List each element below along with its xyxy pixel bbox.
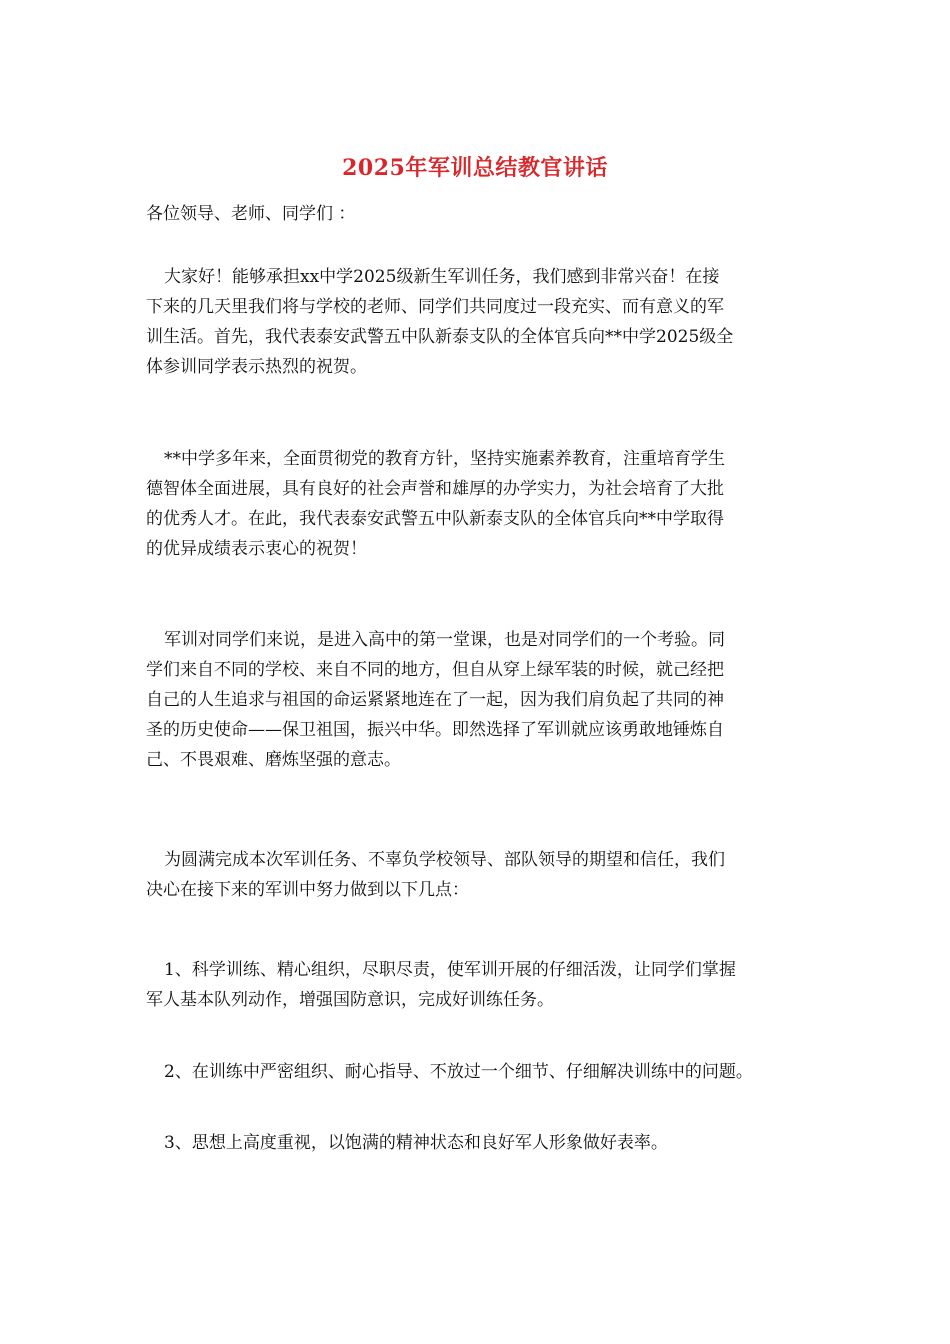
paragraph-line: 2、在训练中严密组织、耐心指导、不放过一个细节、仔细解决训练中的问题。 (164, 1062, 753, 1082)
paragraph-line: **中学多年来，全面贯彻党的教育方针，坚持实施素养教育，注重培育学生 (164, 449, 725, 469)
list-item-2 (146, 1057, 826, 1087)
paragraph-line: 体参训同学表示热烈的祝贺。 (146, 357, 367, 377)
paragraph-line: 德智体全面进展，具有良好的社会声誉和雄厚的办学实力，为社会培育了大批 (146, 479, 724, 499)
paragraph-line: 为圆满完成本次军训任务、不辜负学校领导、部队领导的期望和信任，我们 (164, 850, 725, 870)
paragraph-line: 自己的人生追求与祖国的命运紧紧地连在了一起，因为我们肩负起了共同的神 (146, 690, 724, 710)
paragraph-line: 学们来自不同的学校、来自不同的地方，但自从穿上绿军装的时候，就己经把 (146, 660, 724, 680)
paragraph-line: 己、不畏艰难、磨炼坚强的意志。 (146, 750, 401, 770)
paragraph-line: 军人基本队列动作，增强国防意识，完成好训练任务。 (146, 990, 554, 1010)
paragraph-school-praise (146, 444, 826, 564)
salutation: 各位领导、老师、同学们 ： (146, 204, 356, 224)
paragraph-line: 的优异成绩表示衷心的祝贺！ (146, 539, 367, 559)
paragraph-commitment (146, 845, 826, 905)
paragraph-line: 下来的几天里我们将与学校的老师、同学们共同度过一段充实、而有意义的军 (146, 297, 724, 317)
paragraph-line: 军训对同学们来说，是进入高中的第一堂课，也是对同学们的一个考验。同 (164, 630, 725, 650)
paragraph-line: 的优秀人才。在此，我代表泰安武警五中队新泰支队的全体官兵向**中学取得 (146, 509, 724, 529)
list-item-1 (146, 955, 826, 1015)
paragraph-line: 决心在接下来的军训中努力做到以下几点： (146, 880, 469, 900)
paragraph-line: 大家好！能够承担xx中学2025级新生军训任务，我们感到非常兴奋！在接 (164, 267, 720, 287)
paragraph-line: 1、科学训练、精心组织，尽职尽责，使军训开展的仔细活泼，让同学们掌握 (164, 960, 736, 980)
paragraph-line: 训生活。首先，我代表泰安武警五中队新泰支队的全体官兵向**中学2025级全 (146, 327, 734, 347)
document-title: 2025年军训总结教官讲话 (342, 155, 608, 181)
list-item-3 (146, 1128, 826, 1158)
paragraph-greeting (146, 262, 826, 382)
paragraph-line: 3、思想上高度重视，以饱满的精神状态和良好军人形象做好表率。 (164, 1133, 668, 1153)
paragraph-line: 圣的历史使命——保卫祖国，振兴中华。即然选择了军训就应该勇敢地锤炼自 (146, 720, 724, 740)
paragraph-military-training (146, 625, 826, 775)
